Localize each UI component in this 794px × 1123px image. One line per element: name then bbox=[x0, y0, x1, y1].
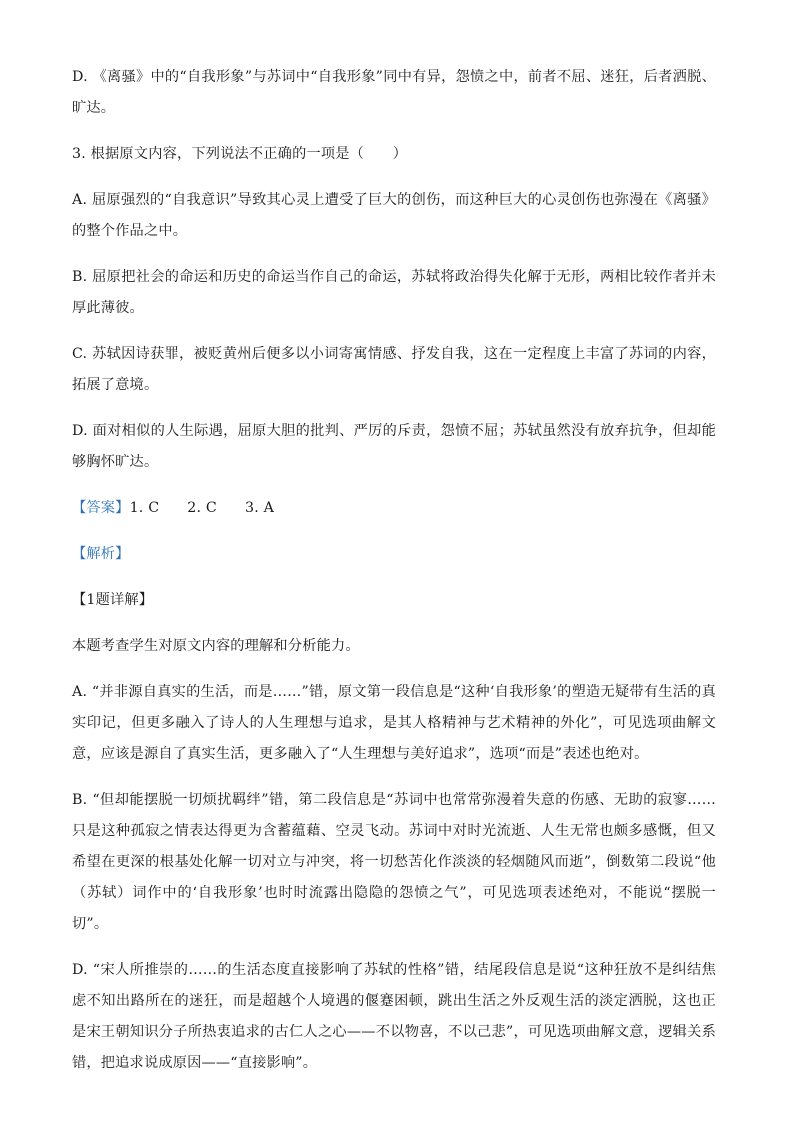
detail-title: 【1题详解】 bbox=[72, 592, 154, 608]
explanation-a: A. “并非源自真实的生活，而是……”错，原文第一段信息是“这种‘自我形象’的塑造无疑带有生活的真实印记，但更多融入了诗人的人生理想与追求，是其人格精神与艺术精神的外化”，可见选项曲解文意，应该是源自了真实生活，更多融入了“人生理想与美好追求”，选项“而是”表述也绝对。 bbox=[72, 684, 716, 762]
analysis-label: 【解析】 bbox=[72, 546, 130, 562]
answer-3: 3. A bbox=[244, 500, 275, 516]
intro-text: 本题考查学生对原文内容的理解和分析能力。 bbox=[72, 638, 360, 654]
explanation-b: B. “但却能摆脱一切烦扰羁绊”错，第二段信息是“苏词中也常常弥漫着失意的伤感、无助的寂寥……只是这种孤寂之情表达得更为含蓄蕴藉、空灵飞动。苏词中对时光流逝、人生无常也颇多感慨，但又希望在更深的根基处化解一切对立与冲突，将一切愁苦化作淡淡的轻烟随风而逝”，倒数第二段说“他（苏轼）词作中的‘自我形象’也时时流露出隐隐的怨愤之气”，可见选项表述绝对，不能说“摆脱一切”。 bbox=[72, 792, 716, 932]
question-3-stem: 3. 根据原文内容，下列说法不正确的一项是（ ） bbox=[72, 146, 408, 162]
explanation-d: D. “宋人所推崇的……的生活态度直接影响了苏轼的性格”错，结尾段信息是说“这种狂放不是纠结焦虑不知出路所在的迷狂，而是超越个人境遇的偃蹇困顿，跳出生活之外反观生活的淡定洒脱，这也正是宋王朝知识分子所热衷追求的古仁人之心——不以物喜，不以己悲”，可见选项曲解文意，逻辑关系错，把追求说成原因——“直接影响”。 bbox=[72, 962, 716, 1071]
answer-1: 1. C bbox=[129, 500, 160, 516]
answer-label: 【答案】 bbox=[72, 500, 130, 516]
option-d-previous-question: D. 《离骚》中的“自我形象”与苏词中“自我形象”同中有异，怨愤之中，前者不屈、迷狂，后者洒脱、旷达。 bbox=[72, 69, 716, 116]
question-3-option-d: D. 面对相似的人生际遇，屈原大胆的批判、严厉的斥责，怨愤不屈；苏轼虽然没有放弃抗争，但却能够胸怀旷达。 bbox=[72, 423, 716, 470]
question-3-option-b: B. 屈原把社会的命运和历史的命运当作自己的命运，苏轼将政治得失化解于无形，两相比较作者并未厚此薄彼。 bbox=[72, 269, 716, 316]
answer-line bbox=[72, 493, 716, 524]
question-3-option-a: A. 屈原强烈的“自我意识”导致其心灵上遭受了巨大的创伤，而这种巨大的心灵创伤也弥漫在《离骚》的整个作品之中。 bbox=[72, 192, 716, 239]
question-3-option-c: C. 苏轼因诗获罪，被贬黄州后便多以小词寄寓情感、抒发自我，这在一定程度上丰富了苏词的内容，拓展了意境。 bbox=[72, 346, 716, 393]
answer-2: 2. C bbox=[187, 500, 217, 516]
